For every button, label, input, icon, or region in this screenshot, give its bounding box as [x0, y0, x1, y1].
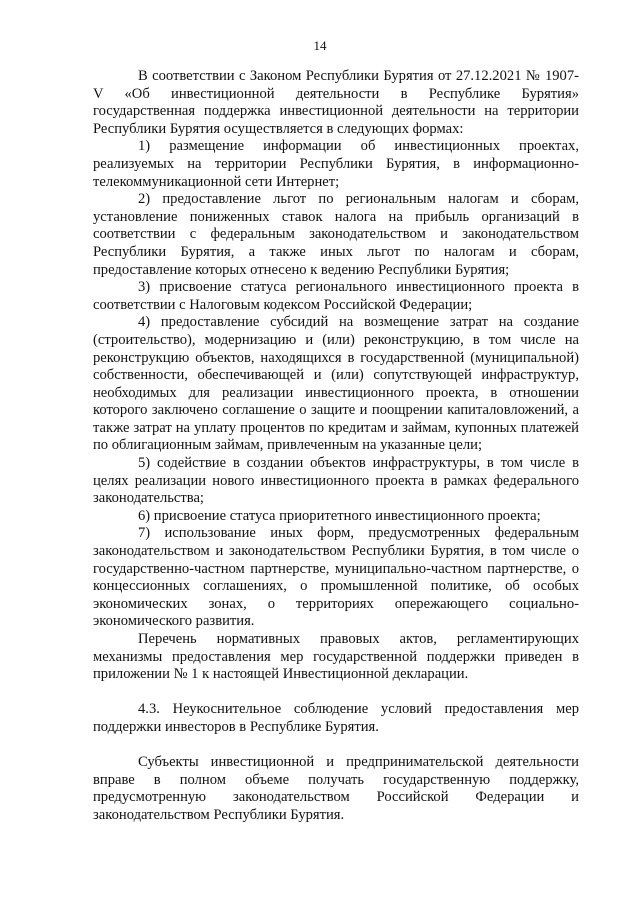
document-body	[93, 68, 579, 825]
list-item-4: 4) предоставление субсидий на возмещение затрат на создание (строительство), модернизацию и (или) реконструкцию, в том числе на реконструкцию объектов, находящихся в государственной (муниципальной) собственности, обеспечивающей и (или) сопутствующей инфраструктур, необходимых для реализации инвестиционного проекта, в отношении которого заключено соглашение о защите и поощрении капиталовложений, а также затрат на уплату процентов по кредитам и займам, купонных платежей по облигационным займам, привлеченным на указанные цели;	[93, 314, 579, 454]
list-item-5: 5) содействие в создании объектов инфраструктуры, в том числе в целях реализации нового инвестиционного проекта в рамках федерального законодательства;	[93, 455, 579, 507]
list-item-6: 6) присвоение статуса приоритетного инвестиционного проекта;	[138, 507, 541, 524]
paragraph-intro: В соответствии с Законом Республики Бурятия от 27.12.2021 № 1907-V «Об инвестиционной деятельности в Республике Бурятия» государственная поддержка инвестиционной деятельности на территории Республики Бурятия осуществляется в следующих формах:	[93, 68, 579, 137]
list-item-2: 2) предоставление льгот по региональным налогам и сборам, установление пониженных ставок налога на прибыль организаций в соответствии с федеральным законодательством и законодательством Республики Бурятия, а также иных льгот по налогам и сборам, предоставление которых отнесено к ведению Республики Бурятия;	[93, 191, 579, 278]
list-item-1: 1) размещение информации об инвестиционных проектах, реализуемых на территории Республики Бурятия, в информационно-телекоммуникационной сети Интернет;	[93, 138, 579, 190]
list-item-7: 7) использование иных форм, предусмотренных федеральным законодательством и законодательством Республики Бурятия, в том числе о государственно-частном партнерстве, муниципально-частном партнерстве, о концессионных соглашениях, о промышленной политике, об особых экономических зонах, о территориях опережающего социально-экономического развития.	[93, 525, 579, 630]
paragraph-spacer	[93, 737, 579, 755]
page-number: 14	[313, 38, 327, 53]
section-heading-4-3: 4.3. Неукоснительное соблюдение условий предоставления мер поддержки инвесторов в Республике Бурятия.	[93, 701, 579, 735]
paragraph-regulations: Перечень нормативных правовых актов, регламентирующих механизмы предоставления мер государственной поддержки приведен в приложении № 1 к настоящей Инвестиционной декларации.	[93, 631, 579, 683]
paragraph-spacer	[93, 684, 579, 702]
paragraph-support-rights: Субъекты инвестиционной и предпринимательской деятельности вправе в полном объеме получать государственную поддержку, предусмотренную законодательством Российской Федерации и законодательством Республики Бурятия.	[93, 754, 579, 823]
list-item-3: 3) присвоение статуса регионального инвестиционного проекта в соответствии с Налоговым кодексом Российской Федерации;	[93, 279, 579, 313]
